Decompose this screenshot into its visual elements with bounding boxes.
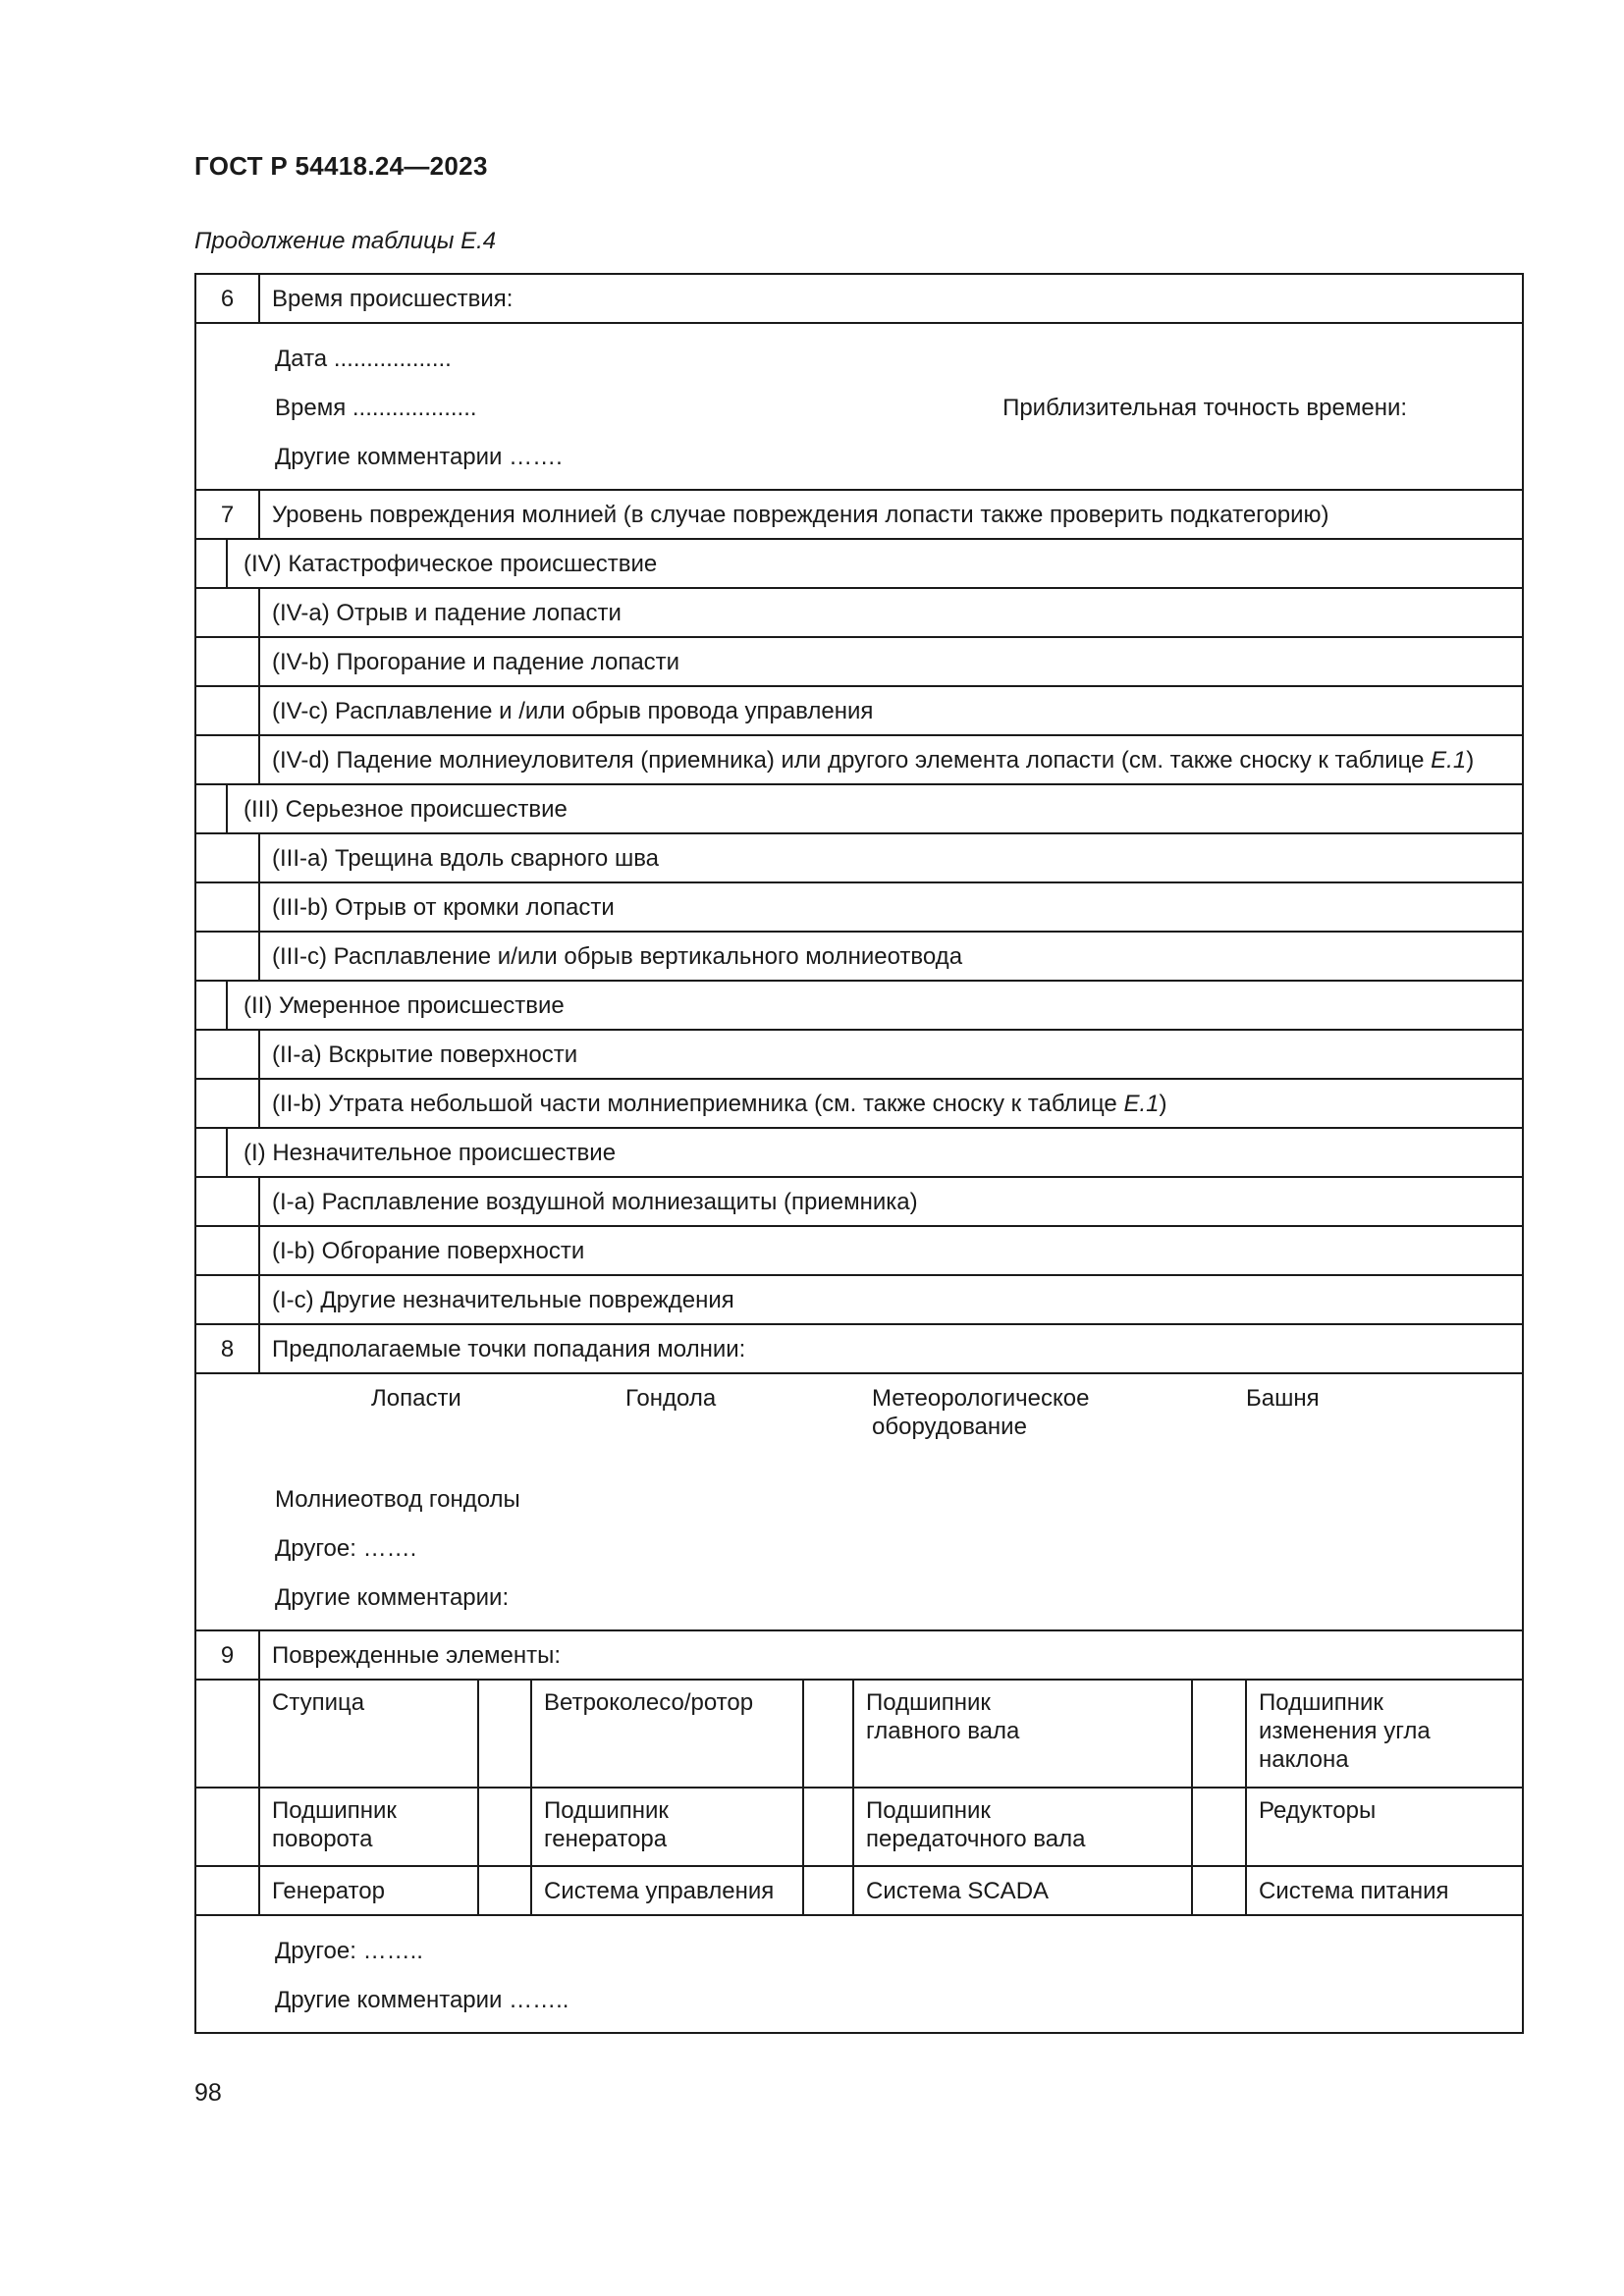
strike-location-options [196, 1384, 1510, 1474]
subcategory-row [195, 588, 1523, 637]
element-power-system: Система питания [1246, 1866, 1523, 1915]
section-7-header-row [195, 490, 1523, 539]
section-number: 8 [195, 1324, 259, 1373]
subcategory-label: (I-a) Расплавление воздушной молниезащиты (приемника) [259, 1177, 1523, 1226]
option-tower[interactable]: Башня [1246, 1385, 1320, 1412]
element-pitch-bearing [1246, 1680, 1523, 1788]
time-accuracy-field: Приблизительная точность времени: [1002, 394, 1408, 421]
checkbox-cell[interactable] [478, 1866, 531, 1915]
element-line: главного вала [866, 1718, 1020, 1744]
subcategory-label: (III-c) Расплавление и/или обрыв вертикального молниеотвода [259, 932, 1523, 981]
checkbox-cell[interactable] [195, 1788, 259, 1866]
checkbox-cell[interactable] [195, 932, 259, 981]
category-row [195, 1128, 1523, 1177]
incident-form-table [194, 273, 1524, 2034]
section-6-header-row [195, 274, 1523, 323]
section-9-header-row [195, 1630, 1523, 1680]
section-8-body [195, 1373, 1523, 1630]
checkbox-cell[interactable] [195, 1030, 259, 1079]
checkbox-cell[interactable] [195, 1680, 259, 1788]
element-line: Подшипник [866, 1689, 991, 1716]
category-row [195, 784, 1523, 833]
element-main-bearing [853, 1680, 1192, 1788]
subcategory-label: (I-c) Другие незначительные повреждения [259, 1275, 1523, 1324]
section-number: 6 [195, 274, 259, 323]
element-line: Подшипник [272, 1797, 397, 1824]
checkbox-cell[interactable] [195, 1128, 227, 1177]
option-meteo[interactable] [872, 1384, 1246, 1441]
element-generator: Генератор [259, 1866, 478, 1915]
table-reference: Е.1 [1431, 746, 1467, 774]
checkbox-cell[interactable] [1192, 1680, 1246, 1788]
section-6-body-row [195, 323, 1523, 490]
element-scada: Система SCADA [853, 1866, 1192, 1915]
subcategory-label: (IV-b) Прогорание и падение лопасти [259, 637, 1523, 686]
category-row [195, 539, 1523, 588]
category-label: (IV) Катастрофическое происшествие [227, 539, 1523, 588]
subcategory-row [195, 1275, 1523, 1324]
document-code: ГОСТ Р 54418.24—2023 [194, 151, 488, 181]
checkbox-cell[interactable] [478, 1680, 531, 1788]
element-line: изменения угла [1259, 1718, 1431, 1744]
subcategory-row [195, 882, 1523, 932]
checkbox-cell[interactable] [195, 1177, 259, 1226]
checkbox-cell[interactable] [195, 1226, 259, 1275]
element-transmission-bearing [853, 1788, 1192, 1866]
checkbox-cell[interactable] [803, 1788, 853, 1866]
checkbox-cell[interactable] [478, 1788, 531, 1866]
element-line: передаточного вала [866, 1826, 1086, 1852]
checkbox-cell[interactable] [1192, 1788, 1246, 1866]
checkbox-cell[interactable] [195, 981, 227, 1030]
category-label: (III) Серьезное происшествие [227, 784, 1523, 833]
element-control-system: Система управления [531, 1866, 803, 1915]
table-reference: Е.1 [1123, 1090, 1160, 1117]
subcategory-label: (IV-a) Отрыв и падение лопасти [259, 588, 1523, 637]
section-6-body [195, 323, 1523, 490]
category-label: (I) Незначительное происшествие [227, 1128, 1523, 1177]
subcategory-row [195, 932, 1523, 981]
element-gearbox: Редукторы [1246, 1788, 1523, 1866]
subcategory-label: (IV-c) Расплавление и /или обрыв провода управления [259, 686, 1523, 735]
section-8-header-row [195, 1324, 1523, 1373]
option-meteo-line2: оборудование [872, 1414, 1027, 1440]
checkbox-cell[interactable] [195, 1866, 259, 1915]
comments-line: Другие комментарии: [275, 1583, 510, 1611]
section-9-footer [195, 1915, 1523, 2033]
checkbox-cell[interactable] [195, 1079, 259, 1128]
option-meteo-line1: Метеорологическое [872, 1385, 1090, 1412]
subcategory-row [195, 833, 1523, 882]
element-line: Подшипник [866, 1797, 991, 1824]
checkbox-cell[interactable] [195, 833, 259, 882]
subcategory-text: (II-b) Утрата небольшой части молниеприемника (см. также сноску к таблице [272, 1090, 1117, 1117]
section-title: Поврежденные элементы: [259, 1630, 1523, 1680]
date-line: Дата .................. [275, 345, 452, 372]
nacelle-rod-line: Молниеотвод гондолы [275, 1485, 520, 1513]
section-title: Предполагаемые точки попадания молнии: [259, 1324, 1523, 1373]
subcategory-row [195, 1079, 1523, 1128]
checkbox-cell[interactable] [195, 784, 227, 833]
category-label: (II) Умеренное происшествие [227, 981, 1523, 1030]
section-title: Время происшествия: [259, 274, 1523, 323]
checkbox-cell[interactable] [195, 588, 259, 637]
checkbox-cell[interactable] [195, 735, 259, 784]
comments-line: Другие комментарии …….. [275, 1986, 569, 2013]
subcategory-row [195, 1226, 1523, 1275]
subcategory-label: (III-a) Трещина вдоль сварного шва [259, 833, 1523, 882]
section-number: 7 [195, 490, 259, 539]
elements-row [195, 1680, 1523, 1788]
subcategory-row [195, 1177, 1523, 1226]
element-line: генератора [544, 1826, 668, 1852]
checkbox-cell[interactable] [1192, 1866, 1246, 1915]
element-line: Подшипник [544, 1797, 669, 1824]
subcategory-label: (II-b) Утрата небольшой части молниеприемника (см. также сноску к таблице Е.1) [259, 1079, 1523, 1128]
checkbox-cell[interactable] [195, 1275, 259, 1324]
checkbox-cell[interactable] [803, 1866, 853, 1915]
checkbox-cell[interactable] [195, 882, 259, 932]
elements-row [195, 1788, 1523, 1866]
other-line: Другое: …….. [275, 1937, 423, 1964]
checkbox-cell[interactable] [803, 1680, 853, 1788]
section-8-body-row [195, 1373, 1523, 1630]
comments-line: Другие комментарии ……. [275, 443, 563, 470]
section-9-footer-row [195, 1915, 1523, 2033]
subcategory-row [195, 735, 1523, 784]
elements-row [195, 1866, 1523, 1915]
element-hub: Ступица [259, 1680, 478, 1788]
element-line: наклона [1259, 1746, 1349, 1773]
category-row [195, 981, 1523, 1030]
time-field: Время ................... [275, 394, 477, 421]
time-line [275, 383, 1510, 432]
section-number: 9 [195, 1630, 259, 1680]
option-nacelle[interactable]: Гондола [625, 1385, 717, 1412]
subcategory-label: (II-a) Вскрытие поверхности [259, 1030, 1523, 1079]
checkbox-cell[interactable] [195, 637, 259, 686]
element-yaw-bearing [259, 1788, 478, 1866]
subcategory-row [195, 686, 1523, 735]
subcategory-label: (IV-d) Падение молниеуловителя (приемника) или другого элемента лопасти (см. также сноску к таблице Е.1) [259, 735, 1523, 784]
element-generator-bearing [531, 1788, 803, 1866]
element-rotor: Ветроколесо/ротор [531, 1680, 803, 1788]
element-line: поворота [272, 1826, 373, 1852]
checkbox-cell[interactable] [195, 539, 227, 588]
subcategory-row [195, 637, 1523, 686]
checkbox-cell[interactable] [195, 686, 259, 735]
subcategory-label: (I-b) Обгорание поверхности [259, 1226, 1523, 1275]
element-line: Подшипник [1259, 1689, 1383, 1716]
table-caption: Продолжение таблицы Е.4 [194, 228, 497, 254]
subcategory-row [195, 1030, 1523, 1079]
subcategory-text: (IV-d) Падение молниеуловителя (приемника) или другого элемента лопасти (см. также сноску к таблице [272, 746, 1425, 774]
page-number: 98 [194, 2079, 222, 2107]
subcategory-label: (III-b) Отрыв от кромки лопасти [259, 882, 1523, 932]
section-title: Уровень повреждения молнией (в случае повреждения лопасти также проверить подкатегорию) [259, 490, 1523, 539]
option-blades[interactable]: Лопасти [371, 1385, 461, 1412]
other-line: Другое: ……. [275, 1534, 417, 1562]
